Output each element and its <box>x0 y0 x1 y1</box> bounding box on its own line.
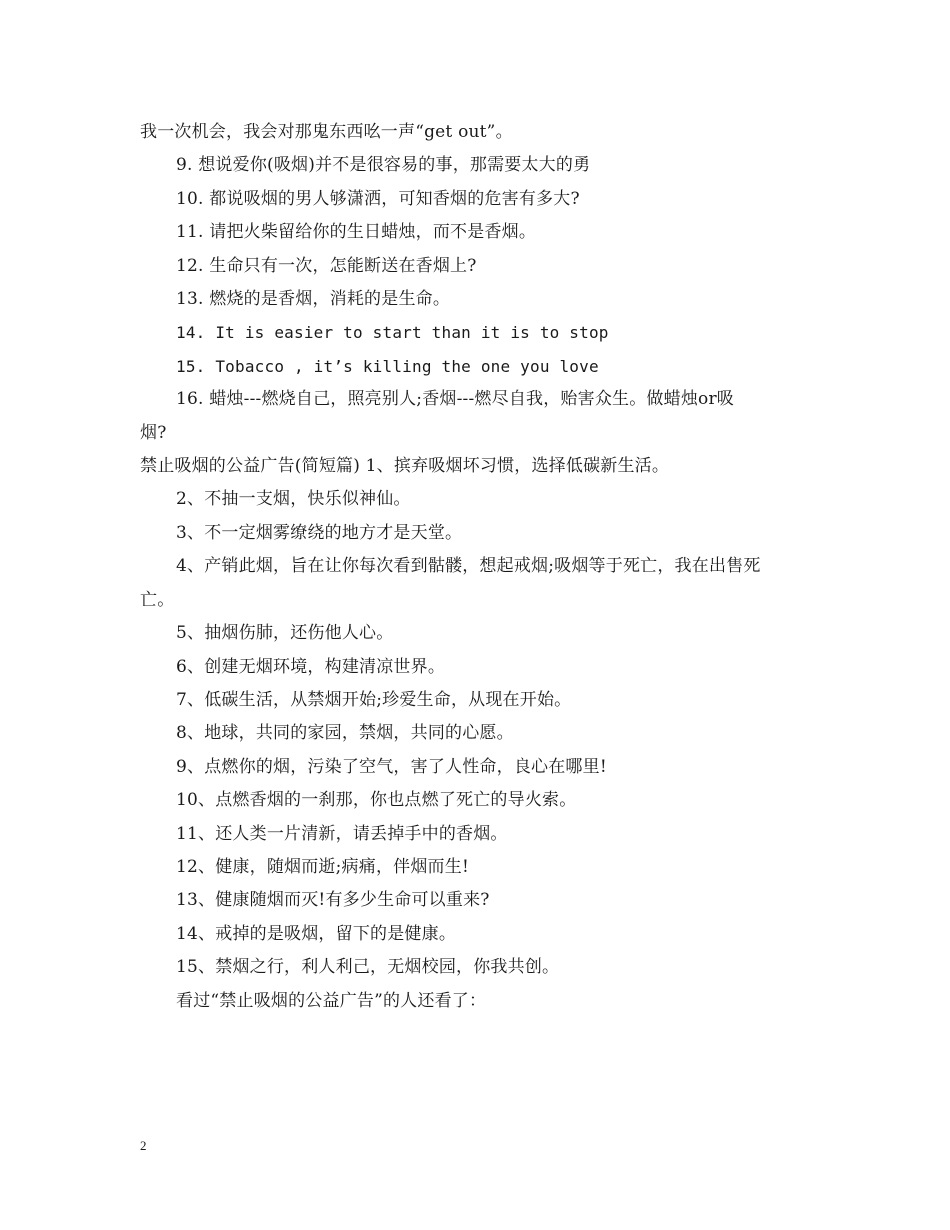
text-line: 看过“禁止吸烟的公益广告”的人还看了： <box>176 990 487 1011</box>
text-line: 11、还人类一片清新，请丢掉手中的香烟。 <box>176 823 508 844</box>
text-line: 2、不抽一支烟，快乐似神仙。 <box>176 489 411 510</box>
text-line: 14. It is easier to start than it is to stop <box>176 323 609 343</box>
text-line: 9. 想说爱你(吸烟)并不是很容易的事，那需要太大的勇 <box>176 155 591 176</box>
text-line: 3、不一定烟雾缭绕的地方才是天堂。 <box>176 522 463 543</box>
text-line: 11. 请把火柴留给你的生日蜡烛，而不是香烟。 <box>176 222 537 243</box>
text-line: 亡。 <box>140 589 175 610</box>
text-line: 8、地球，共同的家园，禁烟，共同的心愿。 <box>176 723 514 744</box>
text-line: 4、产销此烟，旨在让你每次看到骷髅，想起戒烟;吸烟等于死亡，我在出售死 <box>176 556 761 577</box>
text-line: 9、点燃你的烟，污染了空气，害了人性命，良心在哪里! <box>176 756 607 777</box>
text-line: 13、健康随烟而灭!有多少生命可以重来? <box>176 890 490 911</box>
text-line: 13. 燃烧的是香烟，消耗的是生命。 <box>176 289 451 310</box>
text-line: 10. 都说吸烟的男人够潇洒，可知香烟的危害有多大? <box>176 188 580 209</box>
document-body <box>140 116 820 1018</box>
text-line: 15、禁烟之行，利人利己，无烟校园，你我共创。 <box>176 957 560 978</box>
text-line: 15. Tobacco , it’s killing the one you love <box>176 356 599 376</box>
text-line: 我一次机会，我会对那鬼东西吆一声“get out”。 <box>140 122 513 142</box>
text-line: 14、戒掉的是吸烟，留下的是健康。 <box>176 923 457 944</box>
text-line: 7、低碳生活，从禁烟开始;珍爱生命，从现在开始。 <box>176 689 572 710</box>
page-number: 2 <box>140 1138 147 1153</box>
text-line: 12、健康，随烟而逝;病痛，伴烟而生! <box>176 856 469 877</box>
text-line: 16. 蜡烛---燃烧自己，照亮别人;香烟---燃尽自我，贻害众生。做蜡烛or吸 <box>176 389 734 410</box>
text-line: 禁止吸烟的公益广告(简短篇) 1、摈弃吸烟坏习惯，选择低碳新生活。 <box>140 456 670 477</box>
text-line: 12. 生命只有一次，怎能断送在香烟上? <box>176 255 477 276</box>
text-line: 6、创建无烟环境，构建清凉世界。 <box>176 656 446 677</box>
text-line: 5、抽烟伤肺，还伤他人心。 <box>176 623 394 644</box>
text-line: 烟? <box>140 422 167 443</box>
text-line: 10、点燃香烟的一刹那，你也点燃了死亡的导火索。 <box>176 790 577 811</box>
